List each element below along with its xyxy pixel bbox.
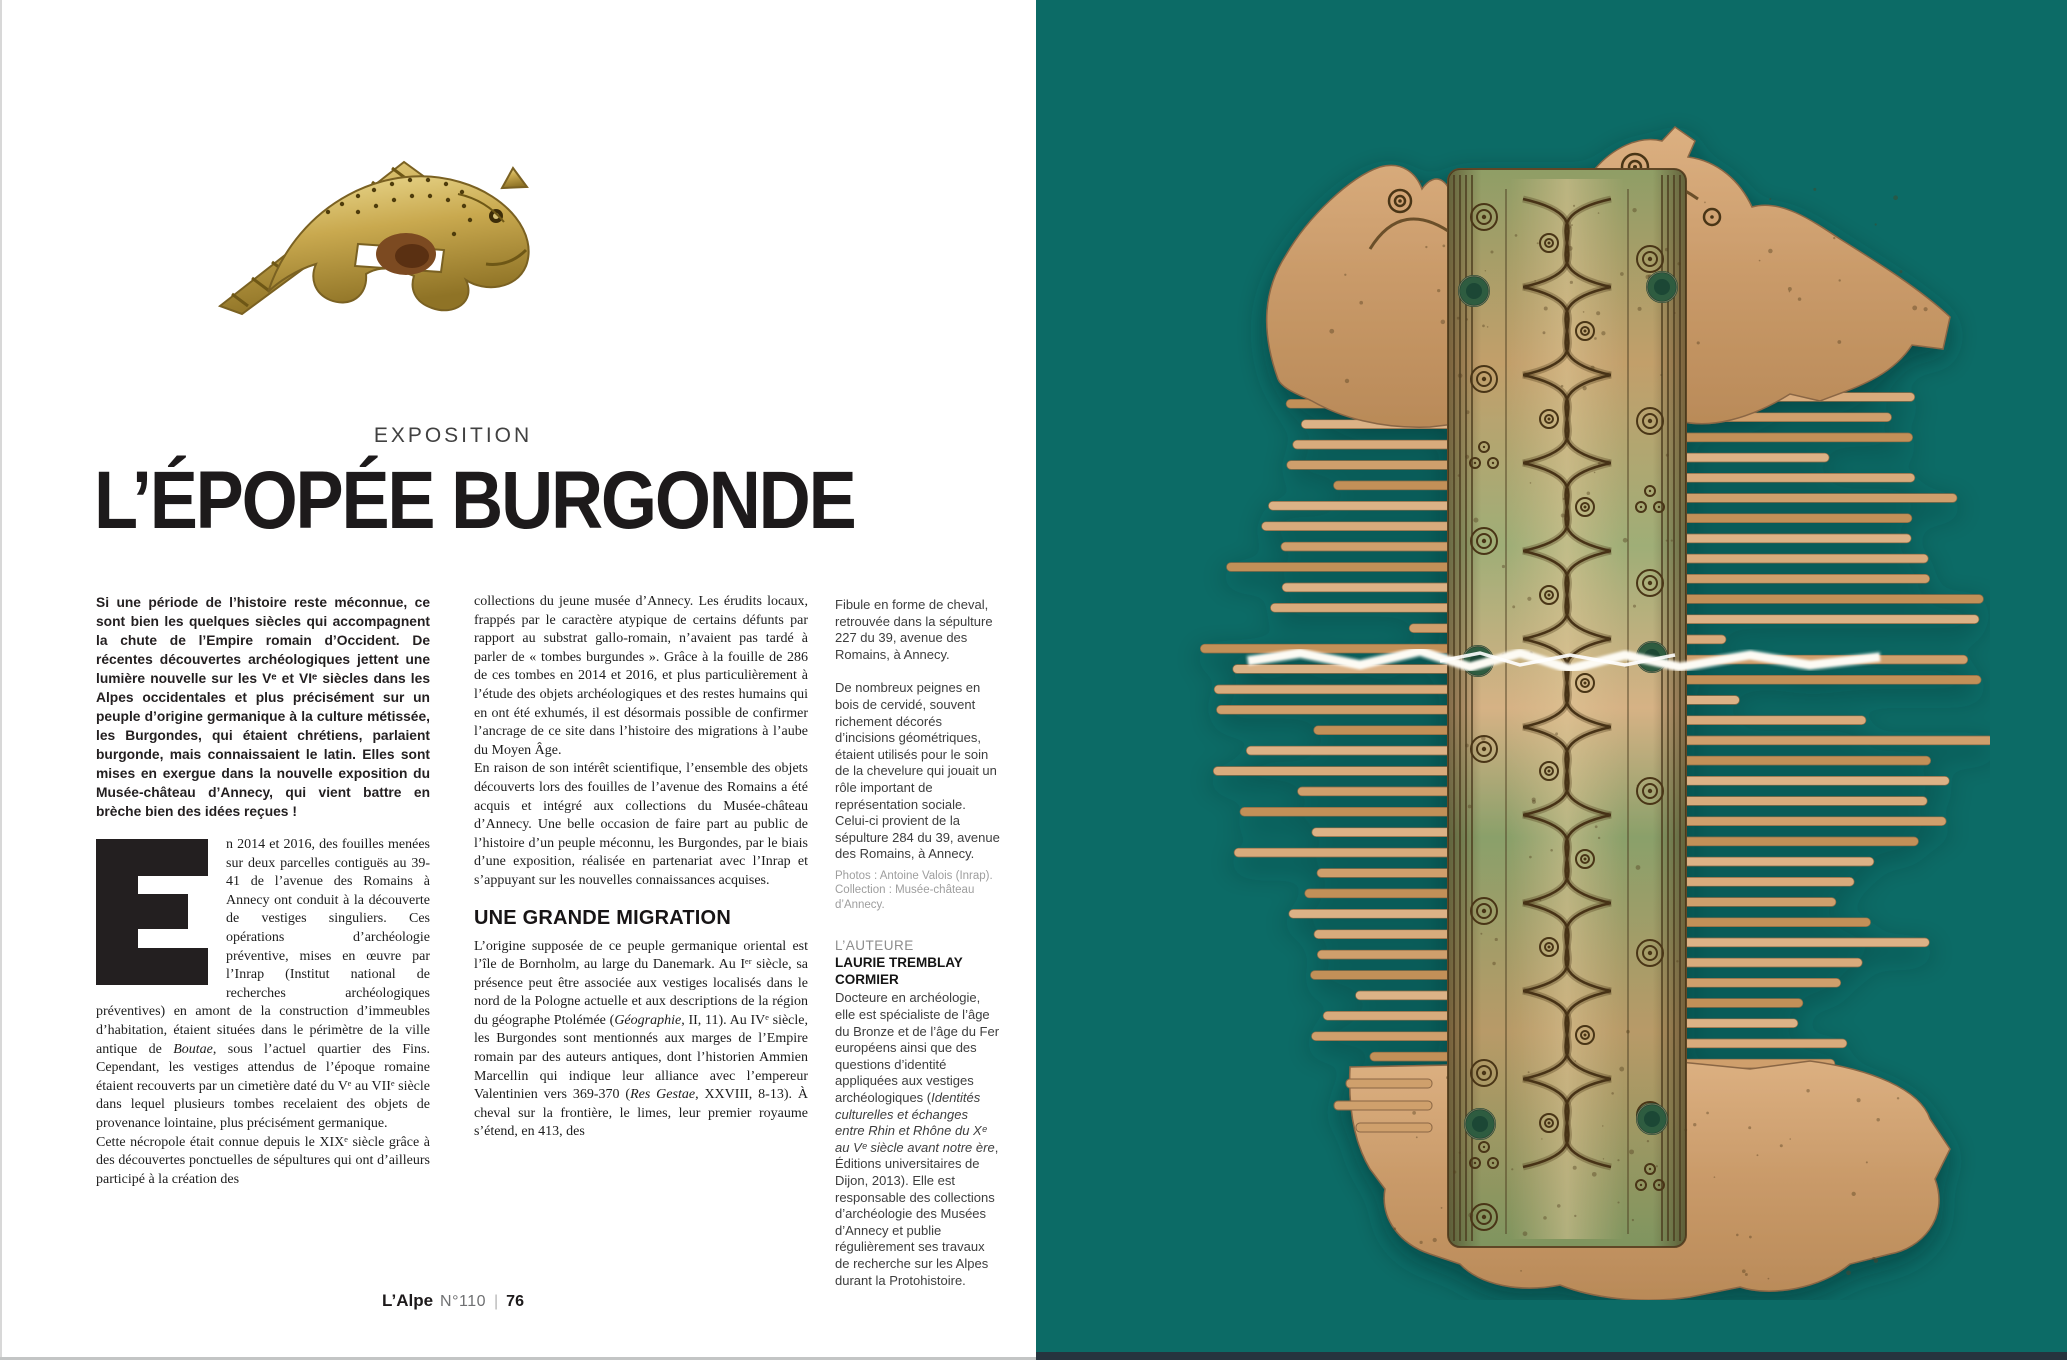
- body-paragraph: collections du jeune musée d’Annecy. Les érudits locaux, frappés par le caractère atypique de certains défunts par rapport au substrat gallo-romain, n’avaient pas tardé à parler de « tombes burgundes ». Grâce à la fouille de 286 de ces tombes en 2014 et 2016, et plus particulièrement à l’étude des objets archéologiques et des restes humains qui en ont été exhumés, il est désormais possible de confirmer l’ancrage de ce site dans l’histoire des migrations à l’aube du Moyen Âge.: [474, 594, 808, 758]
- magazine-name: L’Alpe: [382, 1291, 434, 1310]
- bone-comb-photo: [1050, 48, 1990, 1300]
- page-edge-line: [0, 0, 2, 1360]
- right-page: [1036, 0, 2067, 1360]
- page-footer: [96, 1291, 810, 1311]
- standfirst: Si une période de l’histoire reste méconnue, ce sont bien les quelques siècles qui accompagnent la chute de l’Empire romain d’Occident. De récentes découvertes archéologiques jettent une lumière nouvelle sur les Vᵉ et VIᵉ siècles dans les Alpes occidentales et plus précisément sur un peuple d’origine germanique à la culture métissée, les Burgondes, qui étaient chrétiens, parlaient burgonde, mais connaissaient le latin. Elles sont mises en exergue dans la nouvelle exposition du Musée-château d’Annecy, qui vient battre en brèche bien des idées reçues !: [96, 595, 430, 819]
- body-paragraph: Cette nécropole était connue depuis le XIXᵉ siècle grâce à des découvertes ponctuelles de sépultures qui ont d’ailleurs participé à la création des: [96, 1134, 430, 1187]
- author-bio: Docteure en archéologie, elle est spécialiste de l’âge du Bronze et de l’âge du Fer européens ainsi que des questions d’identité appliquées aux vestiges archéologiques (Identités culturelles et échanges entre Rhin et Rhône du Xᵉ au Vᵉ siècle avant notre ère, Éditions universitaires de Dijon, 2013). Elle est responsable des collections d’archéologie des Musées d’Annecy et publie régulièrement ses travaux de recherche sur les Alpes durant la Protohistoire.: [835, 990, 1000, 1288]
- text-column-2: [474, 593, 808, 1142]
- body-paragraph: En raison de son intérêt scientifique, l’ensemble des objets découverts lors des fouilles de l’avenue des Romains a été acquis et intégré aux collections du Musée-château d’Annecy. Une belle occasion de faire part au public de l’histoire d’un peuple méconnu, les Burgondes, par le biais d’une exposition, réalisée en partenariat avec l’Inrap et s’appuyant sur les nouvelles connaissances acquises.: [474, 761, 808, 888]
- horse-fibula-photo: [208, 142, 546, 324]
- author-name: LAURIE TREMBLAY CORMIER: [835, 955, 963, 987]
- caption-fibula: Fibule en forme de cheval, retrouvée dans la sépulture 227 du 39, avenue des Romains, à Annecy.: [835, 597, 993, 662]
- body-paragraph: L’origine supposée de ce peuple germanique oriental est l’île de Bornholm, au large du Danemark. Au Iᵉʳ siècle, sa présence peut être associée aux vestiges localisés dans le nord de la Pologne actuelle et aux descriptions de la région du géographe Ptolémée (Géographie, II, 11). Au IVᵉ siècle, les Burgondes sont mentionnés aux marges de l’Empire romain par des auteurs antiques, dont l’historien Ammien Marcellin qui indique leur alliance avec l’empereur Valentinien vers 369-370 (Res Gestae, XXVIII, 8-13). À cheval sur la frontière, le limes, leur premier royaume s’étend, en 413, des: [474, 938, 808, 1140]
- section-kicker: EXPOSITION: [373, 424, 533, 447]
- body-paragraph: n 2014 et 2016, des fouilles menées sur deux parcelles contiguës au 39-41 de l’avenue des Romains à Annecy ont conduit à la découverte de vestiges singuliers. Ces opérations d’archéologie préventive, mises en œuvre par l’Inrap (Institut national de recherches archéologiques préventives) en amont de la construction d’immeubles d’habitation, étaient situées dans le périmètre de la ville antique de Boutae, sous l’actuel quartier des Fins. Cependant, les vestiges attendus de l’époque romaine étaient recouverts par un cimetière daté du Vᵉ au VIIᵉ siècle dans lequel plusieurs tombes recelaient des objets de provenance lointaine, plus précisément germanique.: [96, 837, 430, 1131]
- author-label: L’AUTEURE: [835, 938, 914, 954]
- text-column-1: [96, 593, 430, 1189]
- page-number: 76: [506, 1293, 524, 1310]
- caption-comb: De nombreux peignes en bois de cervidé, souvent richement décorés d’incisions géométriques, étaient utilisés pour le soin de la chevelure qui jouait un rôle important de représentation sociale. Celui-ci provient de la sépulture 284 du 39, avenue des Romains, à Annecy.: [835, 680, 1000, 862]
- page-bottom-strip: [1036, 1352, 2067, 1360]
- issue-number: N°110: [440, 1293, 487, 1310]
- footer-separator: |: [494, 1293, 499, 1310]
- article-title: L’ÉPOPÉE BURGONDE: [94, 455, 855, 546]
- section-heading: UNE GRANDE MIGRATION: [474, 906, 731, 929]
- photo-credits: Photos : Antoine Valois (Inrap). Collection : Musée-château d’Annecy.: [835, 869, 993, 911]
- margin-column: [835, 597, 1001, 1289]
- drop-cap: [96, 839, 214, 985]
